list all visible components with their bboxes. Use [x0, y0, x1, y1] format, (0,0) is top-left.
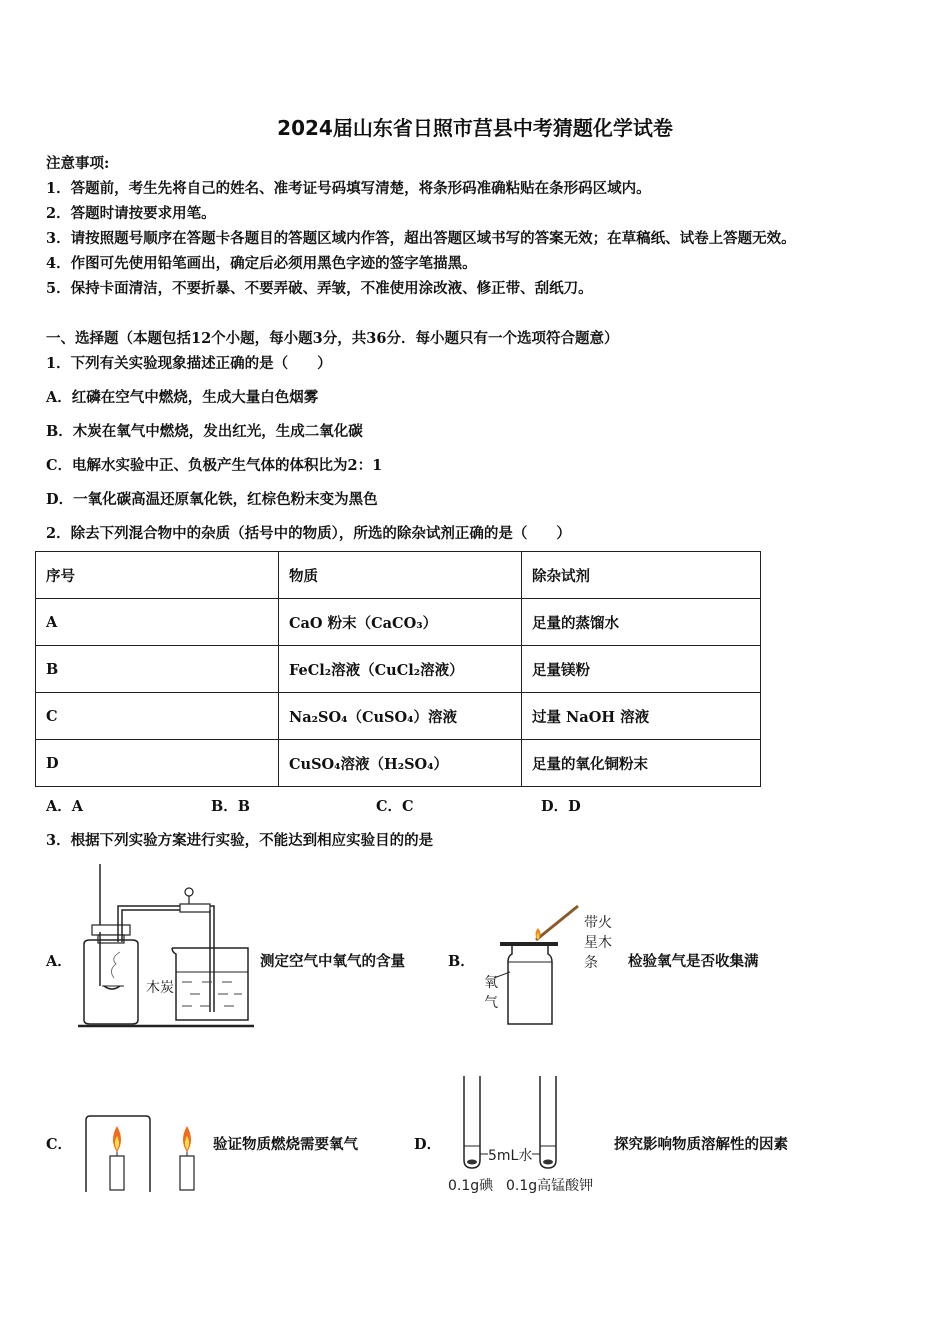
table-row — [36, 740, 761, 787]
table-cell: 足量的氧化铜粉末 — [522, 740, 761, 787]
table-cell: 足量的蒸馏水 — [522, 599, 761, 646]
solubility-test-figure — [444, 1072, 614, 1196]
question-3-letter-b: B． — [448, 953, 475, 970]
table-cell: FeCl₂溶液（CuCl₂溶液） — [279, 646, 522, 693]
oxygen-content-apparatus-figure — [76, 862, 261, 1032]
question-3-letter-d: D． — [414, 1136, 442, 1153]
table-cell: 足量镁粉 — [522, 646, 761, 693]
table-header-cell: 除杂试剂 — [522, 552, 761, 599]
question-1-option-d: D．一氧化碳高温还原氧化铁，红棕色粉末变为黑色 — [46, 491, 378, 508]
note-item: 4．作图可先使用铅笔画出，确定后必须用黑色字迹的签字笔描黑。 — [46, 255, 477, 272]
charcoal-label: 木炭 — [146, 980, 174, 996]
question-1-option-c: C．电解水实验中正、负极产生气体的体积比为2：1 — [46, 457, 383, 474]
question-1-stem: 1．下列有关实验现象描述正确的是（ ） — [46, 355, 332, 372]
splint-label-line1: 带火 — [584, 915, 612, 931]
table-header-cell: 物质 — [279, 552, 522, 599]
oxygen-label-line2: 气 — [484, 995, 498, 1011]
question-2-answer-c: C．C — [376, 798, 414, 815]
table-row — [36, 646, 761, 693]
table-cell: Na₂SO₄（CuSO₄）溶液 — [279, 693, 522, 740]
question-2-answer-d: D．D — [541, 798, 581, 815]
splint-label-line3: 条 — [584, 955, 598, 971]
table-header-cell: 序号 — [36, 552, 279, 599]
oxygen-test-figure — [478, 900, 628, 1030]
question-3-desc-d: 探究影响物质溶解性的因素 — [614, 1136, 788, 1153]
question-2-stem: 2．除去下列混合物中的杂质（括号中的物质），所选的除杂试剂正确的是（ ） — [46, 525, 571, 542]
note-item: 5．保持卡面清洁，不要折暴、不要弄破、弄皱，不准使用涂改液、修正带、刮纸刀。 — [46, 280, 593, 297]
question-2-answer-a: A．A — [46, 798, 84, 815]
note-item: 3．请按照题号顺序在答题卡各题目的答题区域内作答，超出答题区域书写的答案无效；在草稿纸、试卷上答题无效。 — [46, 230, 796, 247]
question-3-letter-a: A． — [46, 953, 72, 970]
table-cell: C — [36, 693, 279, 740]
oxygen-label-line1: 氧 — [484, 975, 498, 991]
candle-combustion-figure — [80, 1114, 205, 1194]
iodine-label: 0.1g碘 — [448, 1178, 494, 1194]
section-heading: 一、选择题（本题包括12个小题，每小题3分，共36分．每小题只有一个选项符合题意） — [46, 330, 619, 347]
question-3-stem: 3．根据下列实验方案进行实验，不能达到相应实验目的的是 — [46, 832, 434, 849]
question-3-desc-b: 检验氧气是否收集满 — [628, 953, 759, 970]
table-cell: D — [36, 740, 279, 787]
question-1-option-a: A．红磷在空气中燃烧，生成大量白色烟雾 — [46, 389, 319, 406]
question-2-answer-b: B．B — [211, 798, 251, 815]
question-3-desc-c: 验证物质燃烧需要氧气 — [213, 1136, 358, 1153]
table-cell: A — [36, 599, 279, 646]
table-row — [36, 693, 761, 740]
question-3-letter-c: C． — [46, 1136, 73, 1153]
splint-label-line2: 星木 — [584, 935, 612, 951]
table-cell: 过量 NaOH 溶液 — [522, 693, 761, 740]
note-item: 2．答题时请按要求用笔。 — [46, 205, 216, 222]
impurity-table — [35, 551, 761, 787]
table-cell: B — [36, 646, 279, 693]
table-cell: CuSO₄溶液（H₂SO₄） — [279, 740, 522, 787]
table-header-row — [36, 552, 761, 599]
note-item: 1．答题前，考生先将自己的姓名、准考证号码填写清楚，将条形码准确粘贴在条形码区域内。 — [46, 180, 651, 197]
permanganate-label: 0.1g高锰酸钾 — [506, 1178, 594, 1194]
table-row — [36, 599, 761, 646]
page-title: 2024届山东省日照市莒县中考猜题化学试卷 — [277, 116, 673, 140]
water-volume-label: 5mL水 — [488, 1148, 533, 1164]
notes-heading: 注意事项: — [46, 155, 110, 172]
table-cell: CaO 粉末（CaCO₃） — [279, 599, 522, 646]
question-3-desc-a: 测定空气中氧气的含量 — [260, 953, 405, 970]
question-1-option-b: B．木炭在氧气中燃烧，发出红光，生成二氧化碳 — [46, 423, 363, 440]
